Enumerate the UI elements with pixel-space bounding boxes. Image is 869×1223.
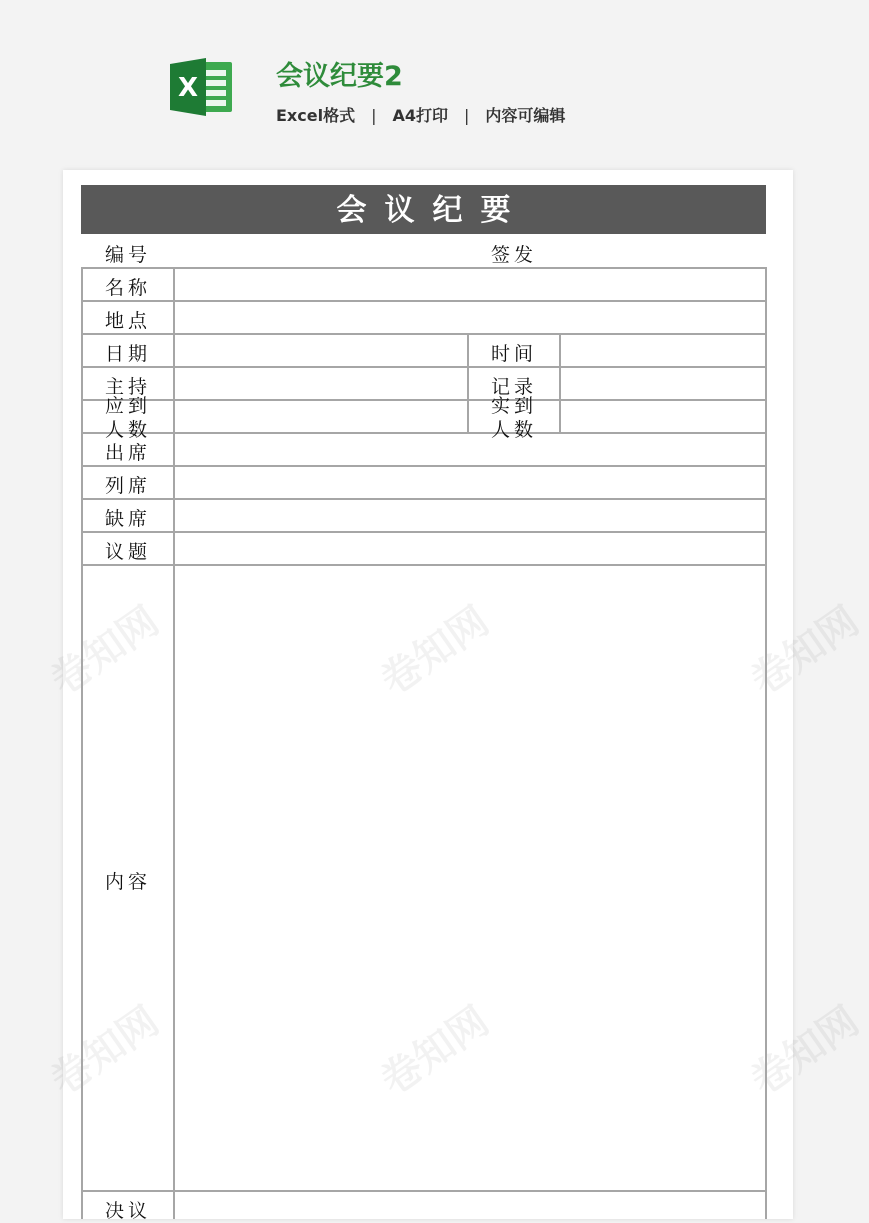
watermark: 卷知网 — [742, 998, 868, 1105]
watermark: 卷知网 — [42, 598, 168, 705]
document-page — [42, 170, 868, 1222]
grid-line — [81, 333, 767, 335]
row-label-attend: 出席 — [105, 442, 152, 464]
row-label-expected-line2: 人数 — [105, 419, 152, 441]
row-label-date: 日期 — [105, 343, 152, 365]
grid-line — [81, 366, 767, 368]
meta-print: A4打印 — [392, 106, 448, 125]
row-label-expected-line1: 应到 — [105, 395, 152, 417]
grid-line — [81, 498, 767, 500]
doc-meta — [276, 103, 565, 126]
form-banner: 会议纪要 — [81, 185, 766, 234]
row-label-actual-line2: 人数 — [491, 419, 538, 441]
grid-line — [81, 1190, 767, 1192]
meta-separator: | — [371, 106, 377, 125]
watermark: 卷知网 — [42, 998, 168, 1105]
watermark: 卷知网 — [372, 998, 498, 1105]
meta-editable: 内容可编辑 — [485, 106, 566, 125]
number-label: 编号 — [105, 244, 152, 266]
grid-line — [81, 399, 767, 401]
grid-line — [81, 531, 767, 533]
page-header — [0, 0, 860, 160]
grid-line — [559, 333, 561, 432]
grid-line — [81, 465, 767, 467]
meta-format: Excel格式 — [276, 106, 356, 125]
excel-logo-letter: X — [177, 73, 199, 103]
grid-line — [467, 333, 469, 432]
watermark: 卷知网 — [742, 598, 868, 705]
grid-line — [81, 300, 767, 302]
grid-line — [81, 564, 767, 566]
issue-label: 签发 — [491, 244, 538, 266]
row-label-place: 地点 — [105, 310, 152, 332]
grid-line — [765, 267, 767, 1219]
row-label-time: 时间 — [491, 343, 538, 365]
row-label-resolution: 决议 — [105, 1200, 152, 1222]
watermark: 卷知网 — [372, 598, 498, 705]
row-label-absent: 缺席 — [105, 508, 152, 530]
row-label-expected — [105, 395, 171, 441]
row-label-topic: 议题 — [105, 541, 152, 563]
grid-line — [81, 267, 767, 269]
excel-icon — [170, 56, 234, 118]
row-label-host: 主持 — [105, 376, 152, 398]
row-label-content: 内容 — [105, 871, 152, 893]
grid-line — [173, 267, 175, 1219]
grid-line — [81, 432, 767, 434]
row-label-actual-line1: 实到 — [491, 395, 538, 417]
row-label-actual — [491, 395, 557, 441]
row-label-name: 名称 — [105, 277, 152, 299]
row-label-observer: 列席 — [105, 475, 152, 497]
meta-separator: | — [464, 106, 470, 125]
grid-line — [81, 267, 83, 1219]
row-label-recorder: 记录 — [491, 376, 538, 398]
page-title: 会议纪要2 — [276, 61, 403, 92]
